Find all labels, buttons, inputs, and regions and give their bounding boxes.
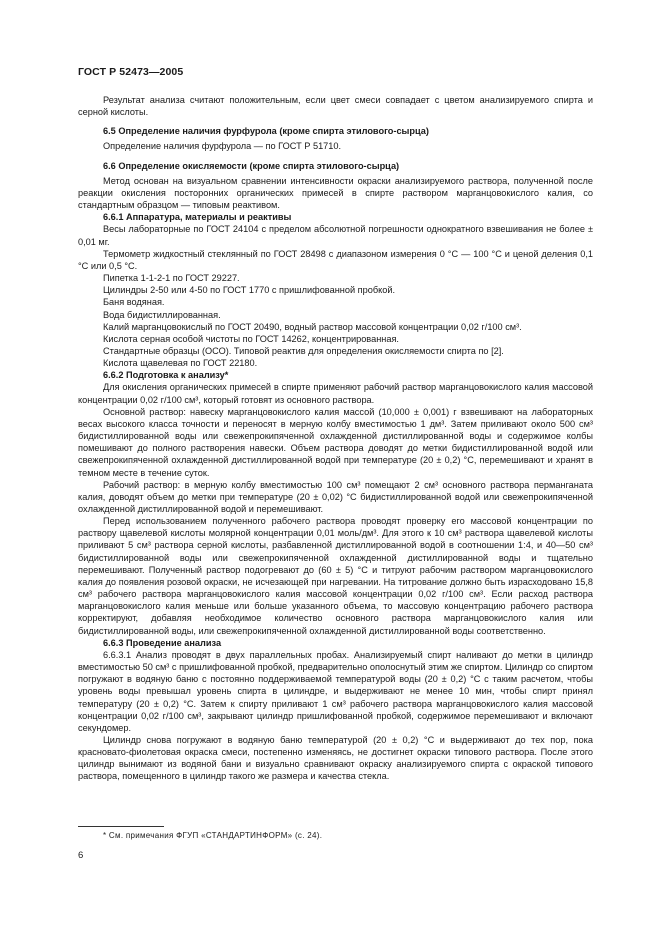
prep-paragraph: Рабочий раствор: в мерную колбу вместимостью 100 см³ помещают 2 см³ основного раствора перманганата калия, доводят объем до метки при температуре (20 ± 0,02) °С бидистиллированной водой или свежепрокипяченной охлажденной дистиллированной водой и перемешивают. [78,479,593,514]
equipment-item: Баня водяная. [103,297,165,308]
footnote [78,826,593,840]
equipment-item: Термометр жидкостный стеклянный по ГОСТ 28498 с диапазоном измерения 0 °С — 100 °С и ценой деления 0,1 °С или 0,5 °С. [78,248,593,271]
equipment-item: Калий марганцовокислый по ГОСТ 20490, водный раствор массовой концентрации 0,02 г/100 см³. [103,321,522,332]
section-6-6-1-heading: 6.6.1 Аппаратура, материалы и реактивы [103,212,292,223]
equipment-item: Пипетка 1-1-2-1 по ГОСТ 29227. [103,273,240,284]
analysis-paragraph: 6.6.3.1 Анализ проводят в двух параллельных пробах. Анализируемый спирт наливают до метки в цилиндр вместимостью 50 см³ с пришлифованной пробкой, предварительно ополоснутый этим же спиртом. Цилиндр со спиртом погружают в водяную баню с постоянно поддерживаемой температурой воды (20 ± 0,2) °С с таким расчетом, чтобы уровень воды превышал уровень спирта в цилиндре, и выдерживают не менее 10 мин, чтобы спирт принял температуру (20 ± 0,2) °С. Затем к спирту приливают 1 см³ рабочего раствора марганцовокислого калия массовой концентрации 0,02 г/100 см³, закрывают цилиндр пришлифованной пробкой, содержимое перемешивают и включают секундомер. [78,649,593,733]
equipment-item: Вода бидистиллированная. [103,309,221,320]
section-6-6-text: Метод основан на визуальном сравнении интенсивности окраски анализируемого раствора, полученной после реакции окисления посторонних органических примесей в спирте раствором марганцовокислого калия, со стандартным образцом — типовым реактивом. [78,175,593,211]
prep-paragraph: Перед использованием полученного рабочего раствора проводят проверку его массовой концентрации по раствору щавелевой кислоты молярной концентрации 0,01 моль/дм³. Для этого к 10 см³ раствора щавелевой кислоты приливают 5 см³ раствора серной кислоты, разбавленной дистиллированной водой в соотношении 1:4, и 40—50 см³ бидистиллированной воды или свежепрокипяченной охлажденной дистиллированной воды и тщательно перемешивают. Полученный раствор подогревают до (60 ± 5) °С и титруют рабочим раствором марганцовокислого калия до появления розовой окраски, не исчезающей при нагревании. На титрование должно быть израсходовано 15,8 см³ рабочего раствора марганцовокислого калия массовой концентрации 0,02 г/100 см³. Если расход раствора марганцовокислого калия меньше или больше указанного объема, то массовую концентрацию рабочего раствора корректируют, добавляя необходимое количество основного раствора марганцовокислого калия или бидистиллированной воды, или свежепрокипяченной охлажденной дистиллированной воды соответственно. [78,516,593,636]
equipment-item: Кислота щавелевая по ГОСТ 22180. [103,358,258,369]
equipment-item: Весы лабораторные по ГОСТ 24104 с пределом абсолютной погрешности однократного взвешивания не более ± 0,01 мг. [78,224,593,247]
section-6-6-3-heading: 6.6.3 Проведение анализа [103,637,222,648]
section-6-5-heading: 6.5 Определение наличия фурфурола (кроме спирта этилового-сырца) [103,126,429,137]
footnote-text: * См. примечания ФГУП «СТАНДАРТИНФОРМ» (с. 24). [103,831,323,840]
footnote-rule [78,826,164,827]
section-6-6-2-heading: 6.6.2 Подготовка к анализу* [103,370,229,381]
equipment-item: Цилиндры 2-50 или 4-50 по ГОСТ 1770 с пришлифованной пробкой. [103,285,396,296]
prep-paragraph: Для окисления органических примесей в спирте применяют рабочий раствор марганцовокислого калия массовой концентрации 0,02 г/100 см³, который готовят из основного раствора. [78,382,593,405]
section-6-5-text: Определение наличия фурфурола — по ГОСТ Р 51710. [103,141,342,152]
page-number: 6 [78,850,84,861]
document-header: ГОСТ Р 52473—2005 [78,66,184,78]
equipment-item: Кислота серная особой чистоты по ГОСТ 14262, концентрированная. [103,333,399,344]
document-body [78,94,593,783]
prep-paragraph: Основной раствор: навеску марганцовокислого калия массой (10,000 ± 0,001) г взвешивают на лабораторных весах высокого класса точности и переносят в мерную колбу вместимостью 1 дм³. Затем приливают около 500 см³ бидистиллированной воды или свежепрокипяченной охлажденной дистиллированной воды и содержимое колбы помешивают до полного растворения навески. Объем раствора доводят до метки бидистиллированной водой или свежепрокипяченной охлажденной дистиллированной водой при температуре (20 ± 0,2) °С, перемешивают и хранят в темном месте в течение суток. [78,406,593,478]
equipment-item: Стандартные образцы (ОСО). Типовой реактив для определения окисляемости спирта по [2]. [103,345,504,356]
analysis-paragraph: Цилиндр снова погружают в водяную баню температурой (20 ± 0,2) °С и выдерживают до тех пор, пока красновато-фиолетовая окраска смеси, постепенно изменяясь, не достигнет окраски типового раствора. После этого цилиндр вынимают из водяной бани и визуально сравнивают окраску анализируемого спирта с окраской типового раствора, помещенного в цилиндр такого же размера и качества стекла. [78,734,593,782]
result-paragraph: Результат анализа считают положительным, если цвет смеси совпадает с цветом анализируемого спирта и серной кислоты. [78,95,593,118]
section-6-6-heading: 6.6 Определение окисляемости (кроме спирта этилового-сырца) [103,160,400,171]
